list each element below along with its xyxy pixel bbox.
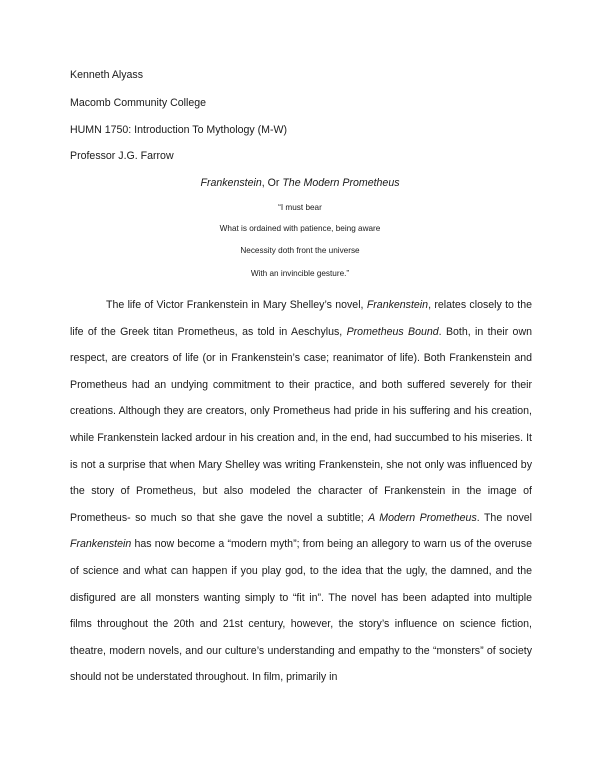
body-paragraph — [70, 292, 532, 691]
epigraph-line-4: With an invincible gesture.” — [250, 269, 350, 278]
title-connector: , Or — [261, 177, 283, 189]
epigraph-line-1: “I must bear — [278, 203, 322, 212]
author-name: Kenneth Alyass — [70, 69, 144, 81]
paragraph-segment-1: The life of Victor Frankenstein in Mary Shelley’s novel, — [106, 299, 367, 311]
epigraph-line-2: What is ordained with patience, being aware — [219, 224, 381, 233]
title-subtitle: The Modern Prometheus — [282, 177, 400, 189]
paragraph-italic-modern-prometheus: A Modern Prometheus — [368, 511, 477, 524]
institution-name: Macomb Community College — [70, 97, 207, 109]
course-name: HUMN 1750: Introduction To Mythology (M-W) — [70, 124, 288, 136]
paragraph-segment-5: . Both, in their own respect, are creators of life (or in Frankenstein’s case; reanimator of life). Both Frankenstein and Prometheus had an undying commitment to their practice, and both suffered severely for their creations. Although they are creators, only Prometheus had pride in his suffering and his creation, while Frankenstein lacked ardour in his creation and, in the end, had succumbed to his miseries. It is not a surprise that when Mary Shelley was writing Frankenstein, she not only was influenced by the story of Prometheus, but also modeled the character of Frankenstein in the image of Prometheus- so much so that she gave the novel a subtitle; — [70, 325, 532, 524]
paragraph-segment-3: , relates closely to the life of the Greek titan Prometheus, as told in Aeschylus, — [70, 299, 532, 338]
essay-title — [0, 176, 600, 190]
professor-name: Professor J.G. Farrow — [70, 150, 174, 162]
title-frankenstein: Frankenstein — [200, 177, 262, 189]
paragraph-segment-7: . The novel — [476, 511, 532, 524]
epigraph-line-3: Necessity doth front the universe — [240, 246, 360, 255]
paragraph-italic-frankenstein-2: Frankenstein — [70, 538, 132, 551]
paragraph-segment-9: has now become a “modern myth”; from being an allegory to warn us of the overuse of science and what can happen if you play god, to the idea that the ugly, the damned, and the disfigured are all monsters wanting simply to “fit in”. The novel has been adapted into multiple films throughout the 20th and 21st century, however, the story’s influence on science fiction, theatre, modern novels, and our culture’s understanding and empathy to the “monsters” of society should not be understated throughout. In film, primarily in — [70, 538, 532, 684]
paragraph-italic-frankenstein-1: Frankenstein — [366, 299, 429, 311]
paragraph-italic-prometheus-bound: Prometheus Bound — [346, 325, 439, 338]
